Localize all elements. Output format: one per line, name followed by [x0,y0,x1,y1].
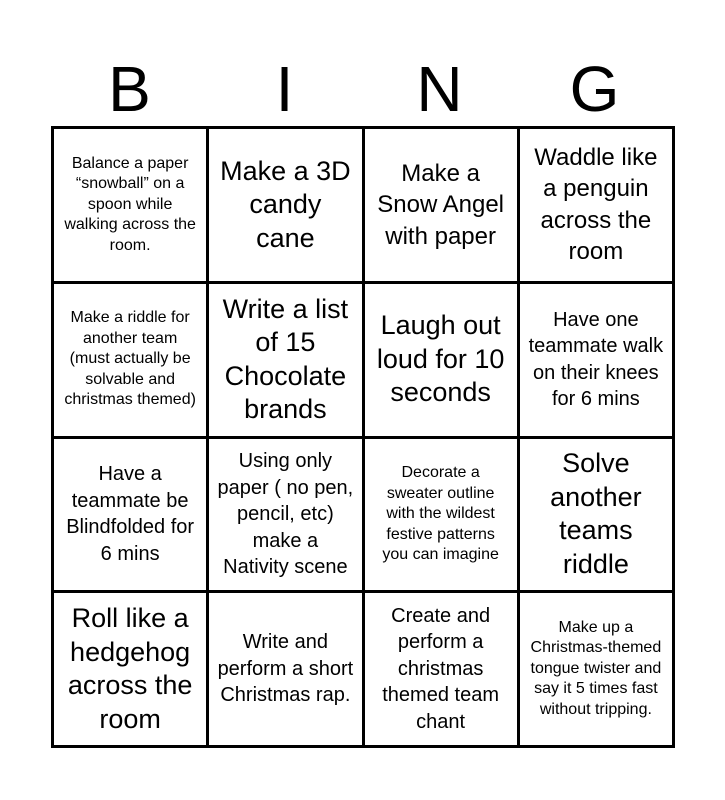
bingo-cell-r4c2[interactable] [209,593,361,745]
bingo-cell-r2c3[interactable] [365,284,517,436]
bingo-cell-r2c4[interactable] [520,284,672,436]
cell-text: Roll like a hedgehog across the room [67,603,193,734]
header-letter-g: G [569,53,620,125]
bingo-cell-r3c2[interactable] [209,439,361,591]
bingo-cell-r4c4[interactable] [520,593,672,745]
bingo-cell-r3c3[interactable] [365,439,517,591]
cell-text: Have one teammate walk on their knees for 6 mins [528,308,664,411]
bingo-cell-r4c3[interactable] [365,593,517,745]
cell-text: Balance a paper “snowball” on a spoon while walking across the room. [64,154,196,254]
cell-text: Write a list of 15 Chocolate brands [222,293,349,425]
cell-text: Solve another teams riddle [550,448,642,579]
bingo-cell-r1c3[interactable] [365,129,517,281]
cell-text: Make a Snow Angel with paper [377,159,504,250]
bingo-cell-r4c1[interactable] [54,593,206,745]
cell-text: Make a riddle for another team (must actually be solvable and christmas themed) [64,309,196,409]
bingo-header [52,52,672,126]
bingo-cell-r1c4[interactable] [520,129,672,281]
bingo-cell-r1c1[interactable] [54,129,206,281]
cell-text: Waddle like a penguin across the room [534,143,658,266]
cell-text: Using only paper ( no pen, pencil, etc) make a Nativity scene [217,450,354,579]
cell-text: Make a 3D candy cane [220,155,351,253]
cell-text: Decorate a sweater outline with the wildest festive patterns you can imagine [382,464,499,564]
cell-text: Create and perform a christmas themed team chant [382,604,499,733]
cell-text: Make up a Christmas-themed tongue twister and say it 5 times fast without tripping. [530,618,662,718]
bingo-cell-r1c2[interactable] [209,129,361,281]
bingo-cell-r3c4[interactable] [520,439,672,591]
bingo-cell-r2c2[interactable] [209,284,361,436]
bingo-cell-r2c1[interactable] [54,284,206,436]
bingo-cell-r3c1[interactable] [54,439,206,591]
header-letter-b: B [108,53,151,125]
bingo-board [51,126,675,748]
cell-text: Write and perform a short Christmas rap. [217,631,354,707]
cell-text: Laugh out loud for 10 seconds [376,310,505,408]
header-letter-i: I [275,53,294,125]
cell-text: Have a teammate be Blindfolded for 6 mins [66,463,195,565]
header-letter-n: N [416,53,463,125]
